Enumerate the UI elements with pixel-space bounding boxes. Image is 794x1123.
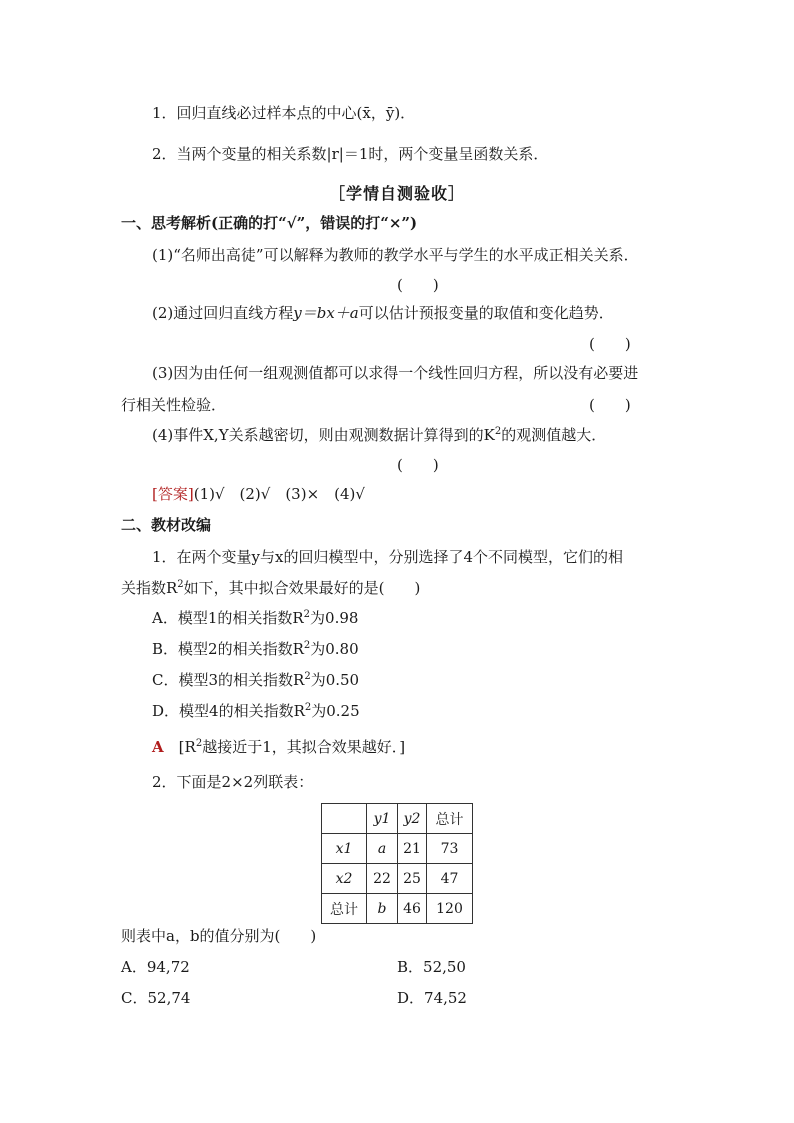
table-cell: 总计 [427, 804, 473, 834]
question-4-text-b: 的观测值越大． [501, 426, 607, 444]
table-cell: 22 [367, 864, 398, 894]
solution-choice: A [152, 738, 164, 756]
table-cell: 120 [427, 894, 473, 924]
option-a-text: A．模型1的相关指数R [152, 609, 304, 627]
problem-1-text-b: 关指数R [121, 579, 178, 597]
line-correlation: 2．当两个变量的相关系数|r|＝1时，两个变量呈函数关系． [152, 145, 549, 163]
choice-a: A．94,72 [121, 958, 190, 976]
table-cell: y2 [398, 804, 427, 834]
solution-text-b: 越接近于1，其拟合效果越好．] [202, 738, 406, 756]
option-d [152, 701, 360, 721]
line-center-point: 1．回归直线必过样本点的中心(x̄，ȳ)． [152, 104, 416, 122]
question-3-line-2: 行相关性检验． [121, 396, 227, 414]
section-header: ［学情自测验收］ [328, 184, 465, 203]
question-1: (1)“名师出高徒”可以解释为教师的教学水平与学生的水平成正相关关系． [152, 246, 639, 264]
square-superscript: 2 [494, 426, 502, 437]
option-c [152, 670, 359, 690]
option-c-value: 为0.50 [310, 671, 360, 689]
square-superscript: 2 [303, 609, 311, 620]
table-cell: 46 [398, 894, 427, 924]
table-row [322, 834, 473, 864]
problem-1-line-2 [121, 578, 420, 598]
problem-2-question: 则表中a，b的值分别为( ) [121, 927, 317, 945]
table-cell: x1 [322, 834, 367, 864]
square-superscript: 2 [304, 702, 312, 713]
choice-d: D．74,52 [397, 989, 467, 1007]
answer-paren-1: ( ) [397, 276, 439, 294]
table-cell: 总计 [322, 894, 367, 924]
contingency-table [321, 803, 473, 924]
square-superscript: 2 [195, 738, 203, 749]
table-row [322, 894, 473, 924]
problem-1-line-1: 1．在两个变量y与x的回归模型中，分别选择了4个不同模型，它们的相 [152, 548, 624, 566]
answer-paren-3: ( ) [589, 396, 631, 414]
question-3-line-1: (3)因为由任何一组观测值都可以求得一个线性回归方程，所以没有必要进 [152, 364, 639, 382]
table-header-row [322, 804, 473, 834]
option-b-text: B．模型2的相关指数R [152, 640, 304, 658]
square-superscript: 2 [304, 671, 311, 682]
question-2-text-b: 可以估计预报变量的取值和变化趋势． [358, 304, 614, 322]
table-cell: a [367, 834, 398, 864]
option-c-text: C．模型3的相关指数R [152, 671, 305, 689]
choice-c: C．52,74 [121, 989, 191, 1007]
square-superscript: 2 [177, 579, 184, 590]
table-cell: y1 [367, 804, 398, 834]
answer-text: (1)√ (2)√ (3)× (4)√ [193, 485, 365, 503]
solution-text-a: [R [178, 738, 196, 756]
option-d-value: 为0.25 [311, 702, 360, 720]
question-4 [152, 425, 606, 445]
table-cell [322, 804, 367, 834]
table-cell: 25 [398, 864, 427, 894]
option-a [152, 608, 358, 628]
option-b-value: 为0.80 [310, 640, 359, 658]
table-cell: 47 [427, 864, 473, 894]
table-cell: b [367, 894, 398, 924]
table-cell: 21 [398, 834, 427, 864]
choice-b: B．52,50 [397, 958, 466, 976]
answer-label: [答案] [152, 485, 194, 503]
answer-paren-4: ( ) [397, 456, 439, 474]
option-a-value: 为0.98 [310, 609, 359, 627]
option-d-text: D．模型4的相关指数R [152, 702, 305, 720]
problem-1-text-c: 如下，其中拟合效果最好的是( ) [183, 579, 421, 597]
option-b [152, 639, 359, 659]
question-4-text-a: (4)事件X,Y关系越密切，则由观测数据计算得到的K [152, 426, 495, 444]
solution-1 [152, 737, 405, 757]
regression-equation: y＝bx＋a [293, 304, 359, 322]
square-superscript: 2 [303, 640, 311, 651]
section-1-title: 一、思考解析(正确的打“√”，错误的打“×”) [121, 214, 418, 232]
problem-2: 2．下面是2×2列联表： [152, 773, 314, 791]
answer-line [152, 484, 365, 504]
table-cell: 73 [427, 834, 473, 864]
answer-paren-2: ( ) [589, 335, 631, 353]
question-2-text-a: (2)通过回归直线方程 [152, 304, 294, 322]
table-cell: x2 [322, 864, 367, 894]
question-2 [152, 303, 614, 323]
table-row [322, 864, 473, 894]
section-2-title: 二、教材改编 [121, 516, 212, 534]
